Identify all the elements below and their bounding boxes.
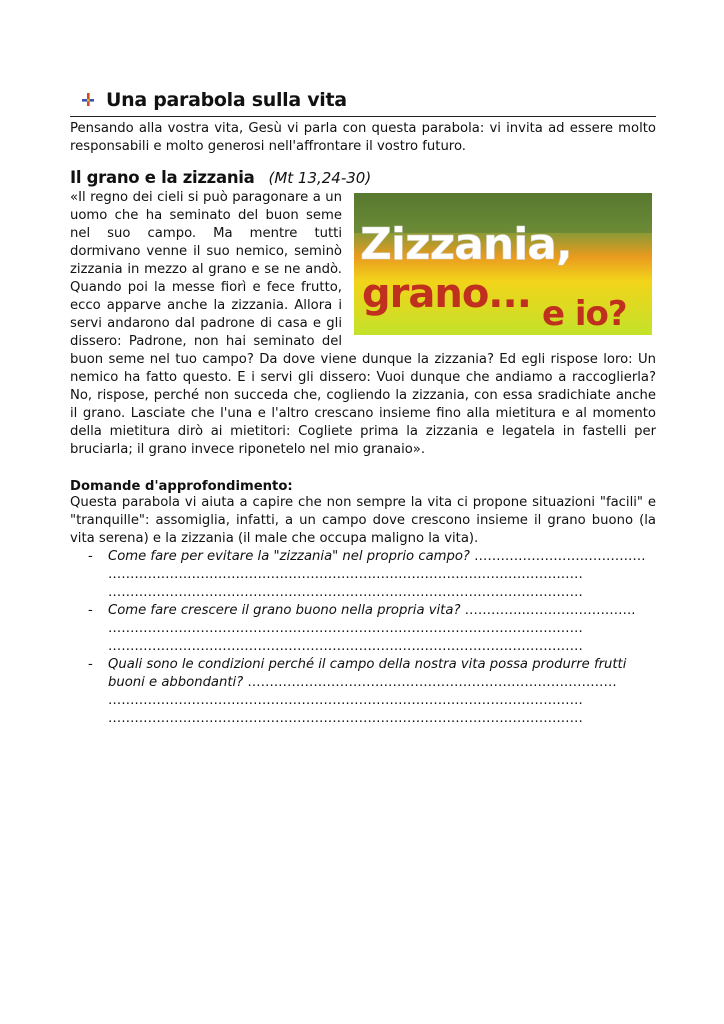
image-text-grano: grano... (362, 271, 531, 317)
questions-heading: Domande d'approfondimento: (70, 479, 293, 494)
questions-intro: Questa parabola vi aiuta a capire che non sempre la vita ci propone situazioni "facili" e "tranquille": assomiglia, infatti, a un campo dove crescono insieme il grano buono (la vita serena) e la zizzania (il male che occupa maligno la vita). (70, 495, 656, 546)
list-dash: - (88, 549, 93, 564)
title-row (70, 86, 656, 117)
answer-line[interactable]: ……………………………………………………………………………………………… (108, 639, 583, 654)
questions-list (70, 548, 656, 728)
document-page (70, 86, 656, 728)
question-item (70, 602, 656, 656)
answer-line[interactable]: ……………………………………………………………………………………………… (108, 585, 583, 600)
image-text-zizzania: Zizzania, (360, 219, 572, 270)
question-text: Quali sono le condizioni perché il campo della nostra vita possa produrre frutti buoni e abbondanti? (108, 657, 627, 690)
answer-blank[interactable]: ………………………………… (474, 549, 646, 564)
bible-reference: (Mt 13,24-30) (268, 169, 372, 187)
parable-image (354, 193, 652, 335)
answer-line[interactable]: ……………………………………………………………………………………………… (108, 567, 583, 582)
question-text: Come fare per evitare la "zizzania" nel proprio campo? (108, 549, 470, 564)
section-heading: Il grano e la zizzania (70, 168, 255, 187)
answer-blank[interactable]: ………………………………………………………………………… (247, 675, 617, 690)
question-item (70, 548, 656, 602)
answer-blank[interactable]: …………..……………………. (464, 603, 636, 618)
list-dash: - (88, 657, 93, 672)
question-item (70, 656, 656, 728)
answer-line[interactable]: ……………………………………………………………………………………………… (108, 693, 583, 708)
list-dash: - (88, 603, 93, 618)
image-text-e-io: e io? (542, 294, 627, 334)
intro-paragraph: Pensando alla vostra vita, Gesù vi parla con questa parabola: vi invita ad essere molto responsabili e molto generosi nell'affrontare il vostro futuro. (70, 121, 656, 154)
answer-line[interactable]: ……………………………………………………………………………………………… (108, 621, 583, 636)
answer-line[interactable]: ……………………………………………………………………………………………… (108, 711, 583, 726)
parable-text: «Il regno dei cieli si può paragonare a un uomo che ha seminato del buon seme nel suo campo. Ma mentre tutti dormivano venne il suo nemico, seminò zizzania in mezzo al grano e se ne andò. Quando poi la messe fiorì e fece frutto, ecco apparve anche la zizzania. Allora i servi andarono dal padrone di casa e gli dissero: Padrone, non hai seminato del buon seme nel tuo campo? Da dove viene dunque la zizzania? Ed egli rispose loro: Un nemico ha fatto questo. E i servi gli dissero: Vuoi dunque che andiamo a raccoglierla? No, rispose, perché non succeda che, cogliendo la zizzania, con essa sradichiate anche il grano. Lasciate che l'una e l'altro crescano insieme fino alla mietitura e al momento della mietitura dirò ai mietitori: Cogliete prima la zizzania e legatela in fastelli per bruciarla; il grano invece riponetelo nel mio granaio». (70, 190, 656, 457)
section-heading-row (70, 168, 656, 187)
page-title: Una parabola sulla vita (106, 89, 347, 111)
parable-block (70, 189, 656, 459)
question-text: Come fare crescere il grano buono nella propria vita? (108, 603, 461, 618)
cross-bullet-icon (80, 92, 96, 108)
